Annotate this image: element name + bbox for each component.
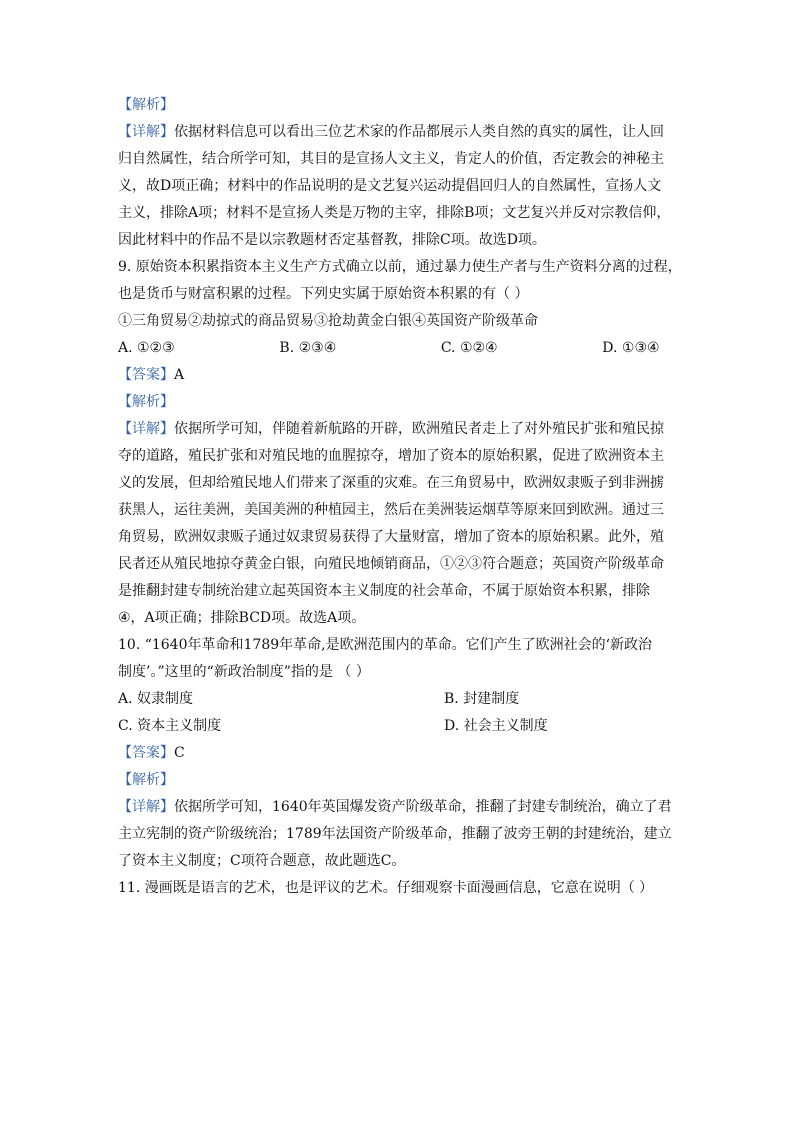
q9-option-a: A. ①②③ bbox=[118, 340, 175, 356]
q10-options-row-1 bbox=[118, 686, 678, 713]
q9-option-c: C. ①②④ bbox=[440, 340, 498, 356]
q9-answer-value: A bbox=[174, 367, 185, 383]
q10-answer-value: C bbox=[174, 745, 185, 761]
q10-detail-line-3: 了资本主义制度；C项符合题意，故此题选C。 bbox=[118, 853, 406, 869]
q9-option-d: D. ①③④ bbox=[602, 340, 660, 356]
q8-detail-line-2: 归自然属性，结合所学可知，其目的是宣扬人文主义，肯定人的价值，否定教会的神秘主 bbox=[118, 151, 664, 167]
q9-options bbox=[118, 335, 678, 362]
q8-detail-line-3: 义，故D项正确；材料中的作品说明的是文艺复兴运动提倡回归人的自然属性，宣扬人文 bbox=[118, 178, 662, 194]
q8-detail-tag: 【详解】 bbox=[118, 124, 174, 140]
q10-stem-line-2: 制度’。”这里的“新政治制度”指的是 （ ） bbox=[118, 664, 370, 680]
q11-stem-line-1: 11. 漫画既是语言的艺术，也是评议的艺术。仔细观察卡面漫画信息，它意在说明（ ） bbox=[118, 880, 654, 896]
q9-detail-line-7: 是推翻封建专制统治建立起英国资本主义制度的社会革命，不属于原始资本积累，排除 bbox=[118, 583, 650, 599]
q10-option-d: D. 社会主义制度 bbox=[444, 718, 548, 734]
q9-detail-line-8: ④，A项正确；排除BCD项。故选A项。 bbox=[118, 610, 366, 626]
q8-detail-line-1: 【详解】依据材料信息可以看出三位艺术家的作品都展示人类自然的真实的属性，让人回 bbox=[118, 124, 664, 140]
q10-detail-line-2: 主立宪制的资产阶级统治；1789年法国资产阶级革命，推翻了波旁王朝的封建统治，建立 bbox=[118, 826, 672, 842]
q10-detail-tag: 【详解】 bbox=[118, 799, 174, 815]
q10-option-a: A. 奴隶制度 bbox=[118, 691, 194, 707]
q9-detail-tag: 【详解】 bbox=[118, 421, 174, 437]
q9-detail-line-1: 【详解】依据所学可知，伴随着新航路的开辟，欧洲殖民者走上了对外殖民扩张和殖民掠 bbox=[118, 421, 664, 437]
q8-analysis-tag: 【解析】 bbox=[118, 97, 174, 113]
q9-option-b: B. ②③④ bbox=[279, 340, 337, 356]
q10-options-row-2 bbox=[118, 713, 678, 740]
q10-option-c: C. 资本主义制度 bbox=[118, 718, 222, 734]
q8-detail-line-4: 主义，排除A项；材料不是宣扬人类是万物的主宰，排除B项；文艺复兴并反对宗教信仰， bbox=[118, 205, 671, 221]
q9-answer bbox=[118, 362, 678, 389]
q10-detail-line-1: 【详解】依据所学可知，1640年英国爆发资产阶级革命，推翻了封建专制统治，确立了君 bbox=[118, 799, 672, 815]
q9-answer-tag: 【答案】 bbox=[118, 367, 174, 383]
q9-items: ①三角贸易②劫掠式的商品贸易③抢劫黄金白银④英国资产阶级革命 bbox=[118, 313, 538, 329]
q9-detail-line-4: 获黑人，运往美洲，美国美洲的种植园主，然后在美洲装运烟草等原来回到欧洲。通过三 bbox=[118, 502, 664, 518]
q10-option-b: B. 封建制度 bbox=[444, 691, 520, 707]
q9-analysis-tag: 【解析】 bbox=[118, 394, 174, 410]
q10-answer-tag: 【答案】 bbox=[118, 745, 174, 761]
page-content bbox=[118, 92, 682, 902]
q10-analysis-tag: 【解析】 bbox=[118, 772, 174, 788]
q9-detail-line-5: 角贸易，欧洲奴隶贩子通过奴隶贸易获得了大量财富，增加了资本的原始积累。此外，殖 bbox=[118, 529, 664, 545]
q10-stem-line-1: 10. “1640年革命和1789年革命,是欧洲范围内的革命。它们产生了欧洲社会的‘新政治 bbox=[118, 637, 653, 653]
q9-detail-line-3: 义的发展，但却给殖民地人们带来了深重的灾难。在三角贸易中，欧洲奴隶贩子到非洲掳 bbox=[118, 475, 664, 491]
q9-detail-line-6: 民者还从殖民地掠夺黄金白银，向殖民地倾销商品，①②③符合题意；英国资产阶级革命 bbox=[118, 556, 664, 572]
q8-detail-line-5: 因此材料中的作品不是以宗教题材否定基督教，排除C项。故选D项。 bbox=[118, 232, 546, 248]
q9-stem-line-2: 也是货币与财富积累的过程。下列史实属于原始资本积累的有（ ） bbox=[118, 286, 529, 302]
q9-stem-line-1: 9. 原始资本积累指资本主义生产方式确立以前，通过暴力使生产者与生产资料分离的过程， bbox=[118, 259, 682, 275]
q9-detail-line-2: 夺的道路，殖民扩张和对殖民地的血腥掠夺，增加了资本的原始积累，促进了欧洲资本主 bbox=[118, 448, 664, 464]
q10-answer bbox=[118, 740, 678, 767]
